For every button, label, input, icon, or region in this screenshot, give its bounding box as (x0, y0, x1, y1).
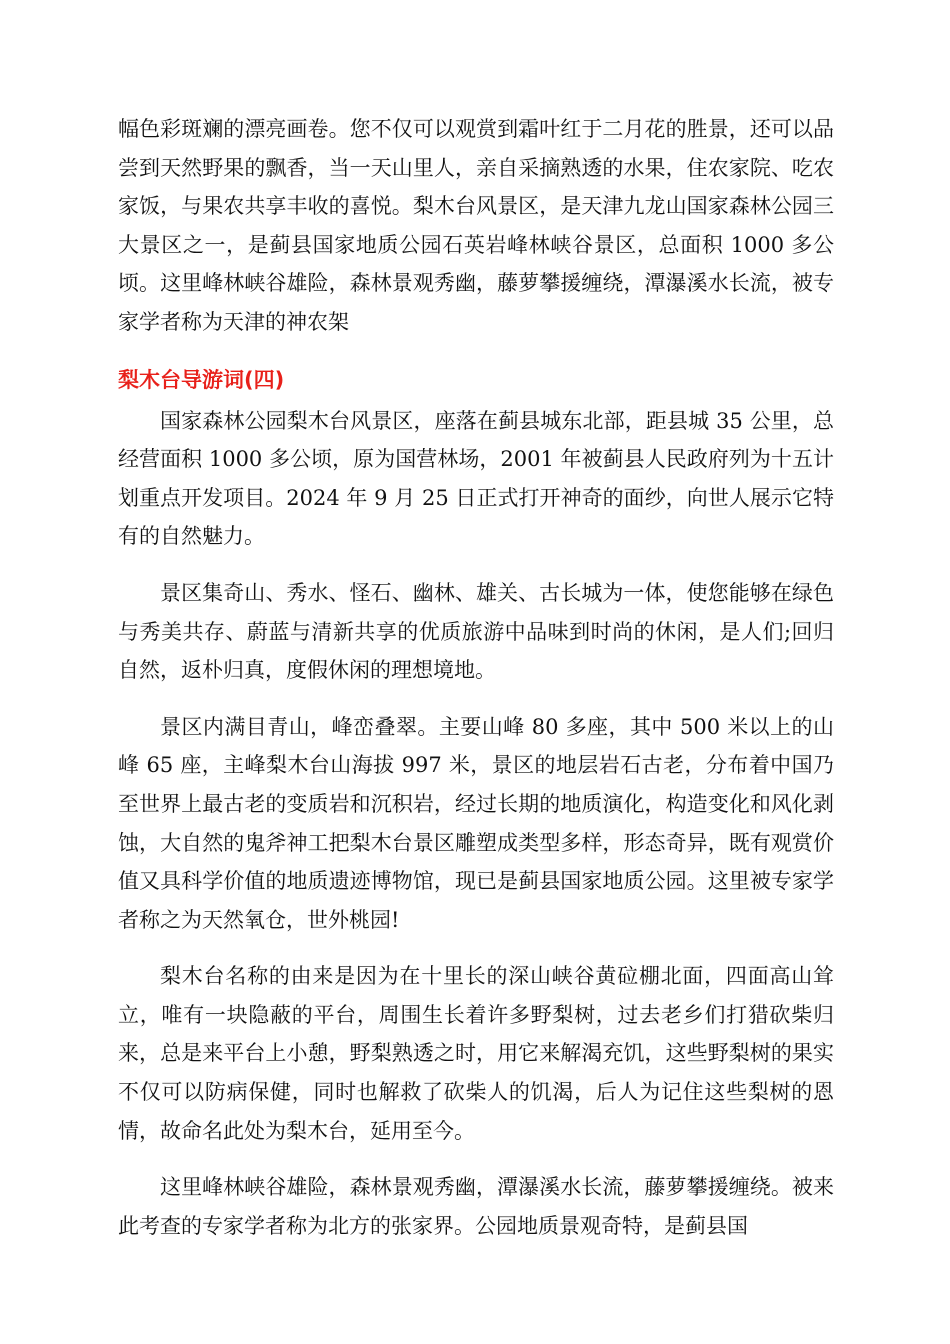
document-body (118, 110, 834, 1245)
paragraph-3: 景区内满目青山，峰峦叠翠。主要山峰 80 多座，其中 500 米以上的山峰 65 座，主峰梨木台山海拔 997 米，景区的地层岩石古老，分布着中国乃至世界上最古老的变质岩和沉积岩，经过长期的地质演化，构造变化和风化剥蚀，大自然的鬼斧神工把梨木台景区雕塑成类型多样，形态奇异，既有观赏价值又具科学价值的地质遗迹博物馆，现已是蓟县国家地质公园。这里被专家学者称之为天然氧仓，世外桃园! (118, 714, 834, 932)
paragraph-4: 梨木台名称的由来是因为在十里长的深山峡谷黄砬棚北面，四面高山耸立，唯有一块隐蔽的平台，周围生长着许多野梨树，过去老乡们打猎砍柴归来，总是来平台上小憩，野梨熟透之时，用它来解渴充饥，这些野梨树的果实不仅可以防病保健，同时也解救了砍柴人的饥渴，后人为记住这些梨树的恩情，故命名此处为梨木台，延用至今。 (118, 964, 834, 1143)
paragraph-2: 景区集奇山、秀水、怪石、幽林、雄关、古长城为一体，使您能够在绿色与秀美共存、蔚蓝与清新共享的优质旅游中品味到时尚的休闲，是人们;回归自然，返朴归真，度假休闲的理想境地。 (118, 580, 834, 683)
paragraph-1: 国家森林公园梨木台风景区，座落在蓟县城东北部，距县城 35 公里，总经营面积 1000 多公顷，原为国营林场，2001 年被蓟县人民政府列为十五计划重点开发项目。2024 年 9 月 25 日正式打开神奇的面纱，向世人展示它特有的自然魅力。 (118, 408, 834, 549)
section-title: 梨木台导游词(四) (118, 367, 285, 392)
continuation-paragraph: 幅色彩斑斓的漂亮画卷。您不仅可以观赏到霜叶红于二月花的胜景，还可以品尝到天然野果的飘香，当一天山里人，亲自采摘熟透的水果，住农家院、吃农家饭，与果农共享丰收的喜悦。梨木台风景区，是天津九龙山国家森林公园三大景区之一，是蓟县国家地质公园石英岩峰林峡谷景区，总面积 1000 多公顷。这里峰林峡谷雄险，森林景观秀幽，藤萝攀援缠绕，潭瀑溪水长流，被专家学者称为天津的神农架 (118, 117, 834, 334)
paragraph-5: 这里峰林峡谷雄险，森林景观秀幽，潭瀑溪水长流，藤萝攀援缠绕。被来此考查的专家学者称为北方的张家界。公园地质景观奇特，是蓟县国 (118, 1175, 834, 1238)
